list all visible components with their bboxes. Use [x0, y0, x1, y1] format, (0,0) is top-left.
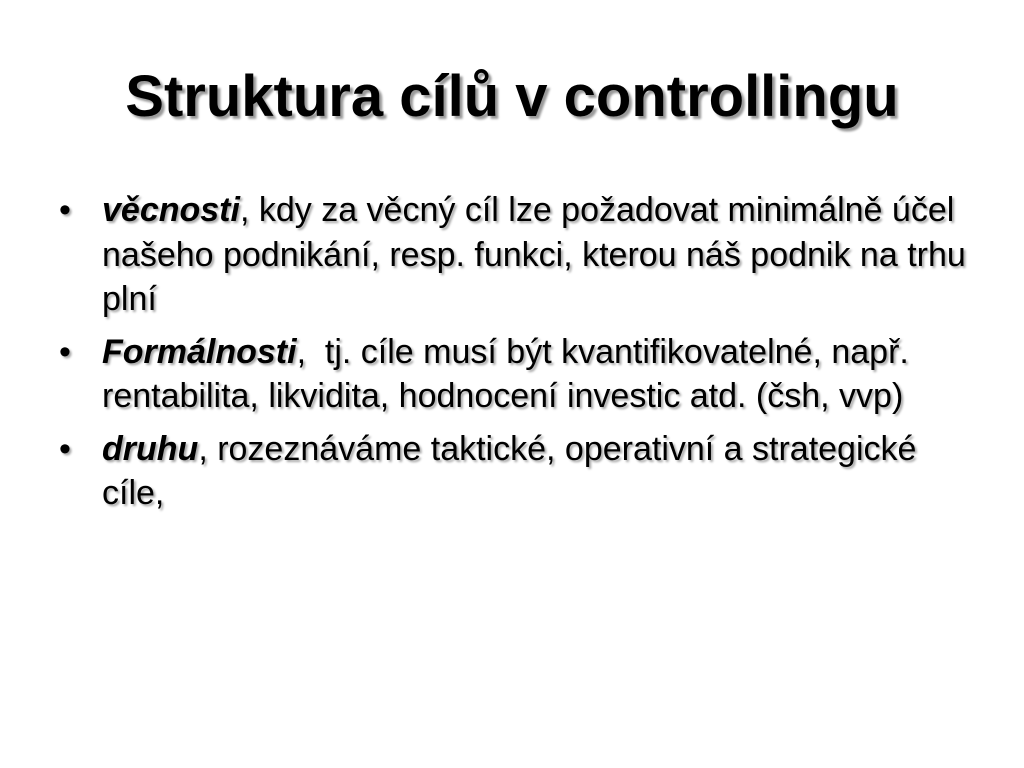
bullet-item-druhu	[55, 427, 985, 516]
bullet-icon: •	[59, 191, 71, 229]
bullet-text: , kdy za věcný cíl lze požadovat minimálně účel našeho podnikání, resp. funkci, kterou náš podnik na trhu plní	[102, 191, 966, 318]
bullet-text: , rozeznáváme taktické, operativní a strategické cíle,	[102, 429, 917, 512]
bullet-term: věcnosti	[102, 191, 240, 229]
bullet-text: , tj. cíle musí být kvantifikovatelné, např. rentabilita, likvidita, hodnocení investic atd. (čsh, vvp)	[102, 332, 919, 415]
bullet-icon: •	[59, 332, 71, 371]
bullet-list	[55, 188, 985, 524]
bullet-item-formalnosti	[55, 330, 985, 419]
bullet-term: druhu	[102, 429, 199, 468]
bullet-item-vecnosti	[55, 188, 985, 322]
bullet-term: Formálnosti	[102, 332, 297, 371]
bullet-icon: •	[59, 429, 71, 468]
slide-title: Struktura cílů v controllingu	[125, 64, 899, 129]
